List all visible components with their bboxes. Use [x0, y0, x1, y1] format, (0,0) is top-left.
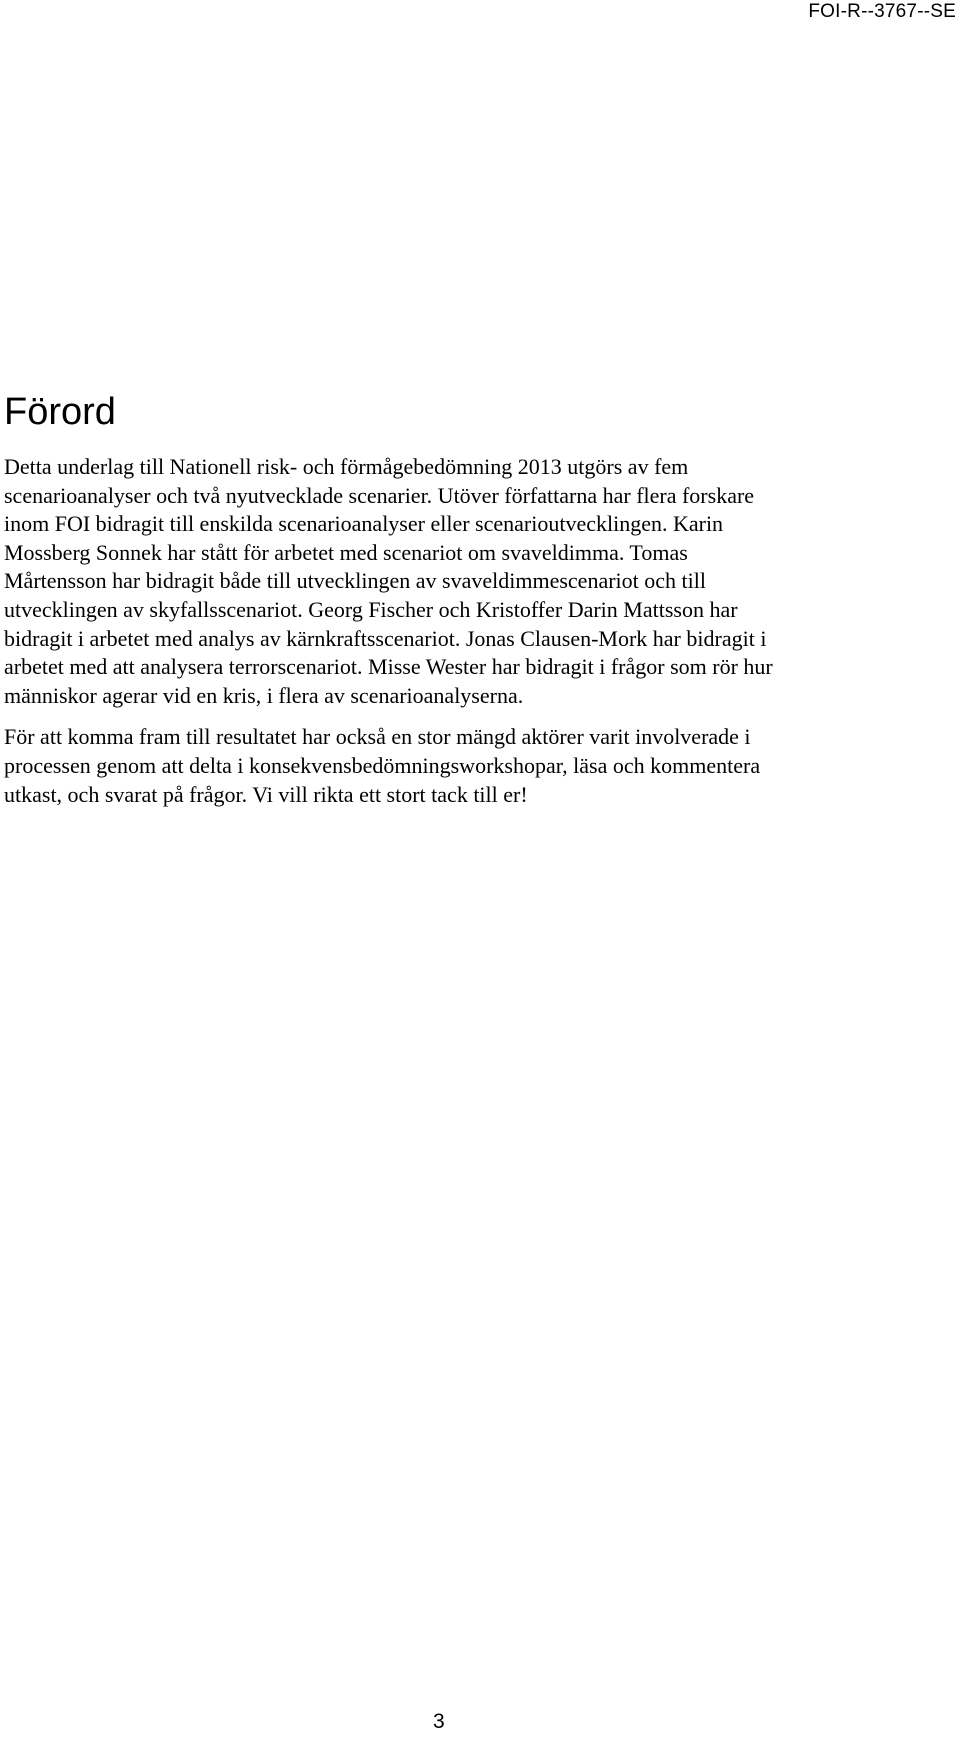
document-code: FOI-R--3767--SE [808, 1, 956, 22]
body-text [4, 453, 956, 822]
page-title: Förord [4, 391, 116, 433]
page-number: 3 [433, 1710, 445, 1733]
paragraph-acknowledgement: För att komma fram till resultatet har också en stor mängd aktörer varit involverade i processen genom att delta i konsekvensbedömningsworkshopar, läsa och kommentera utkast, och svarat på frågor. Vi vill rikta ett stort tack till er! [4, 724, 761, 807]
paragraph-contributors: Detta underlag till Nationell risk- och förmågebedömning 2013 utgörs av fem scenarioanalyser och två nyutvecklade scenarier. Utöver författarna har flera forskare inom FOI bidragit till enskilda scenarioanalyser eller scenarioutvecklingen. Karin Mossberg Sonnek har stått för arbetet med scenariot om svaveldimma. Tomas Mårtensson har bidragit både till utvecklingen av svaveldimmescenariot och till utvecklingen av skyfallsscenariot. Georg Fischer och Kristoffer Darin Mattsson har bidragit i arbetet med analys av kärnkraftsscenariot. Jonas Clausen-Mork har bidragit i arbetet med att analysera terrorscenariot. Misse Wester har bidragit i frågor som rör hur människor agerar vid en kris, i flera av scenarioanalyserna. [4, 454, 773, 708]
